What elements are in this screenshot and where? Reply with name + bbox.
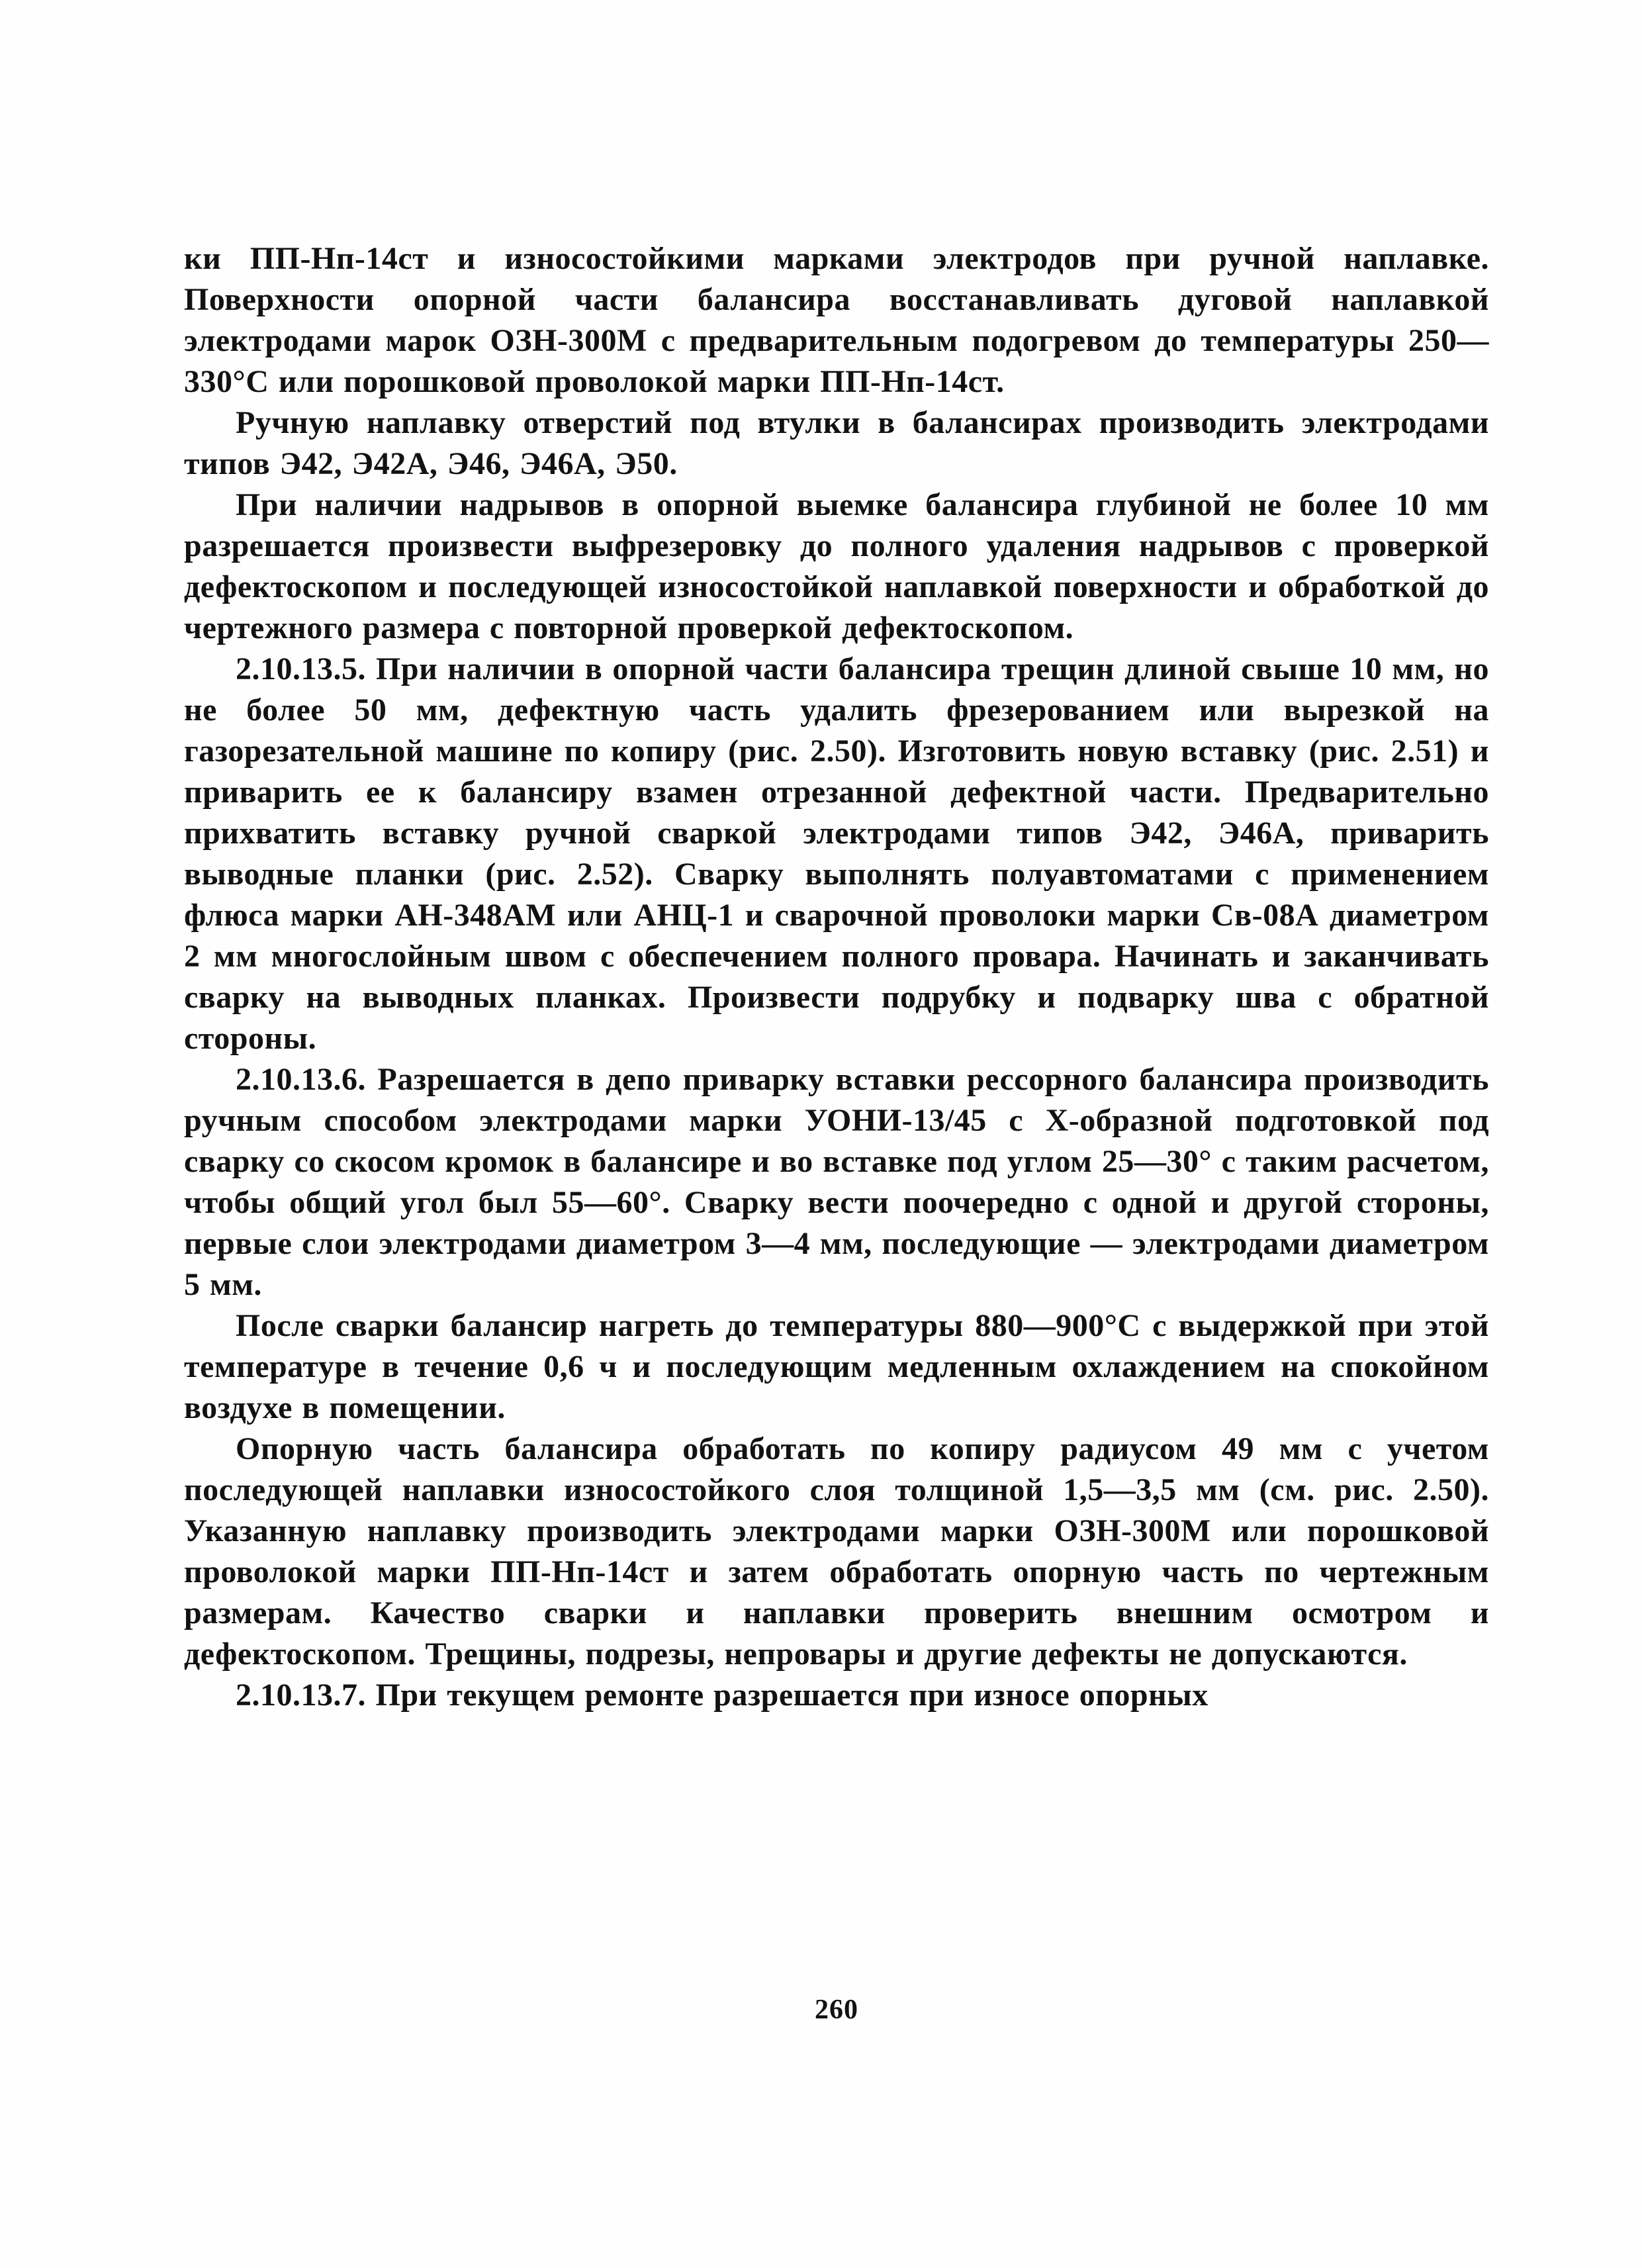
paragraph: 2.10.13.6. Разрешается в депо приварку вставки рессорного балансира производить ручным способом электродами марки УОНИ-13/45 с Х-образной подготовкой под сварку со скосом кромок в балансире и во вставке под углом 25—30° с таким расчетом, чтобы общий угол был 55—60°. Сварку вести поочередно с одной и другой стороны, первые слои электродами диаметром 3—4 мм, последующие — электродами диаметром 5 мм. [184, 1062, 1489, 1302]
paragraph: После сварки балансир нагреть до температуры 880—900°С с выдержкой при этой температуре в течение 0,6 ч и последующим медленным охлаждением на спокойном воздухе в помещении. [184, 1308, 1489, 1425]
paragraph: Ручную наплавку отверстий под втулки в балансирах производить электродами типов Э42, Э42А, Э46, Э46А, Э50. [184, 405, 1489, 481]
paragraph: 2.10.13.7. При текущем ремонте разрешается при износе опорных [236, 1677, 1209, 1713]
text-block [184, 238, 1489, 1716]
paragraph: При наличии надрывов в опорной выемке балансира глубиной не более 10 мм разрешается произвести выфрезеровку до полного удаления надрывов с проверкой дефектоскопом и последующей износостойкой наплавкой поверхности и обработкой до чертежного размера с повторной проверкой дефектоскопом. [184, 487, 1489, 645]
page-number: 260 [815, 1995, 858, 2025]
paragraph: 2.10.13.5. При наличии в опорной части балансира трещин длиной свыше 10 мм, но не более 50 мм, дефектную часть удалить фрезерованием или вырезкой на газорезательной машине по копиру (рис. 2.50). Изготовить новую вставку (рис. 2.51) и приварить ее к балансиру взамен отрезанной дефектной части. Предварительно прихватить вставку ручной сваркой электродами типов Э42, Э46А, приварить выводные планки (рис. 2.52). Сварку выполнять полуавтоматами с применением флюса марки АН-348АМ или АНЦ-1 и сварочной проволоки марки Св-08А диаметром 2 мм многослойным швом с обеспечением полного провара. Начинать и заканчивать сварку на выводных планках. Произвести подрубку и подварку шва с обратной стороны. [184, 651, 1489, 1056]
paragraph: Опорную часть балансира обработать по копиру радиусом 49 мм с учетом последующей наплавки износостойкого слоя толщиной 1,5—3,5 мм (см. рис. 2.50). Указанную наплавку производить электродами марки ОЗН-300М или порошковой проволокой марки ПП-Нп-14ст и затем обработать опорную часть по чертежным размерам. Качество сварки и наплавки проверить внешним осмотром и дефектоскопом. Трещины, подрезы, непровары и другие дефекты не допускаются. [184, 1431, 1489, 1672]
paragraph: ки ПП-Нп-14ст и износостойкими марками электродов при ручной наплавке. Поверхности опорной части балансира восстанавливать дуговой наплавкой электродами марок ОЗН-300М с предварительным подогревом до температуры 250—330°С или порошковой проволокой марки ПП-Нп-14ст. [184, 241, 1489, 399]
